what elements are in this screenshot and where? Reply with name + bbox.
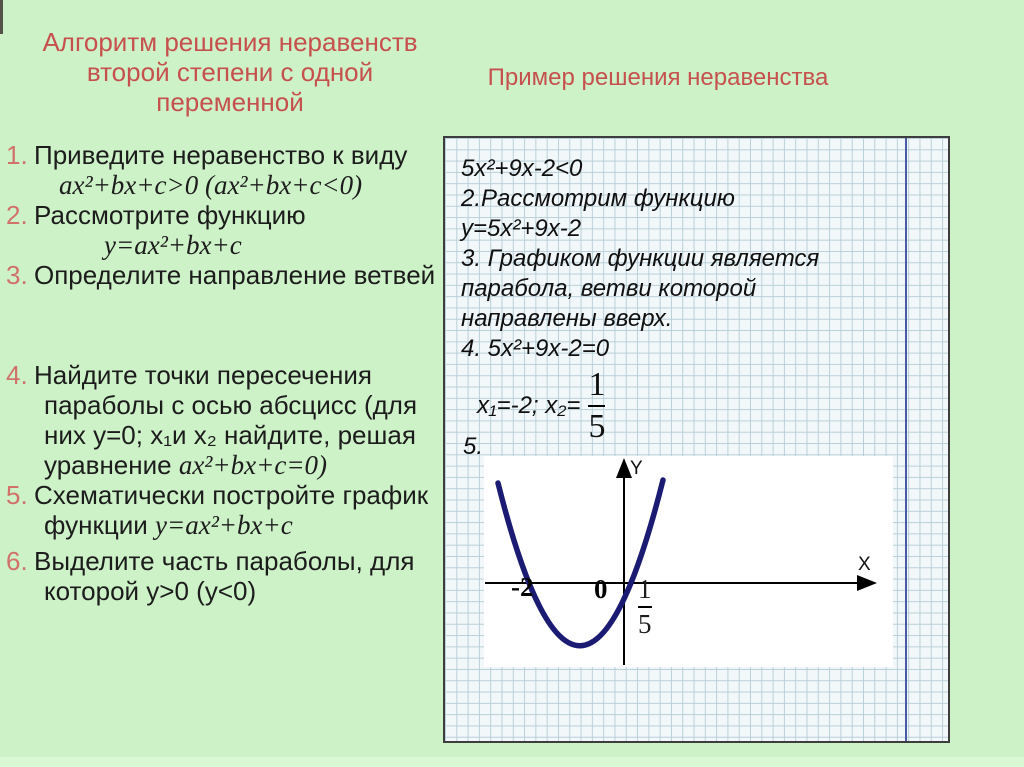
algorithm-item-6: [0, 546, 460, 606]
x-axis-label: X: [858, 554, 871, 575]
line-text: Рассмотрите функцию: [34, 200, 306, 230]
example-text: [461, 154, 819, 448]
fraction-numerator: 1: [638, 574, 652, 604]
line-text: параболы с осью абсцисс (для: [44, 390, 418, 420]
line-text: функции: [44, 510, 155, 540]
example-line: 3. Графиком функции является: [461, 245, 820, 272]
item-content: [34, 200, 460, 260]
example-line: 2.Рассмотрим функцию: [461, 185, 735, 212]
item-line-formula: [34, 170, 460, 200]
item-number: 2.: [6, 200, 28, 230]
item-line: [34, 360, 460, 390]
tick-minus2: -2: [511, 572, 534, 602]
fraction-denominator: 5: [588, 408, 606, 445]
line-text: Выделите часть параболы, для: [34, 546, 415, 576]
parabola-graph: [484, 456, 893, 667]
item-line: [34, 420, 460, 450]
formula-text: y=ax²+bx+c: [104, 230, 242, 260]
algorithm-item-3: [0, 260, 460, 290]
fraction-denominator: 5: [638, 609, 652, 639]
line-text: них y=0; x₁и x₂ найдите, решая: [44, 420, 416, 450]
item-line: [34, 510, 460, 540]
tick-zero: 0: [594, 574, 608, 604]
y-axis-label: Y: [630, 458, 643, 479]
root-fraction: [588, 368, 605, 444]
item-number: 1.: [6, 140, 28, 170]
example-line: y=5x²+9x-2: [461, 215, 582, 242]
roots-row: [461, 364, 819, 448]
item-content: [34, 546, 460, 606]
item-line: [34, 200, 460, 230]
line-text: Приведите неравенство к виду: [34, 140, 408, 170]
left-title-line-1: Алгоритм решения неравенств: [42, 27, 418, 57]
notebook-panel: [443, 136, 950, 743]
x-axis-arrow: [857, 575, 877, 591]
formula-text: ax²+bx+c=0): [178, 450, 328, 480]
line-text: Схематически постройте график: [34, 480, 429, 510]
item-line-formula: [34, 230, 460, 260]
item-line: [34, 576, 460, 606]
line-text: Определите направление ветвей: [34, 260, 436, 290]
item-line: [34, 140, 460, 170]
item-number: 6.: [6, 546, 28, 576]
algorithm-item-4: [0, 360, 460, 480]
item-number: 5.: [6, 480, 28, 510]
roots-prefix: x₁=-2; x₂=: [477, 392, 581, 419]
notebook-margin-line: [905, 138, 907, 741]
item-content: [34, 260, 460, 290]
example-line: 5x²+9x-2<0: [461, 155, 583, 182]
algorithm-list: [0, 140, 460, 606]
example-line: 4. 5x²+9x-2=0: [461, 335, 610, 362]
left-title: [10, 27, 450, 117]
fraction-bar: [638, 606, 652, 608]
line-text: уравнение: [44, 450, 179, 480]
item-line: [34, 260, 460, 290]
item-line: [34, 546, 460, 576]
example-line: направлены вверх.: [461, 305, 673, 332]
item-line: [34, 450, 460, 480]
item-content: [34, 360, 460, 480]
algorithm-item-1: [0, 140, 460, 200]
left-title-line-2: второй степени с одной: [86, 57, 374, 87]
left-title-line-3: переменной: [156, 87, 304, 117]
item-number: 3.: [6, 260, 28, 290]
fraction-numerator: 1: [588, 366, 606, 403]
tick-fraction: [638, 576, 652, 638]
graph-canvas: [484, 456, 893, 667]
line-text: которой y>0 (y<0): [44, 576, 257, 606]
corner-mark: [0, 0, 3, 34]
fraction-bar: [588, 405, 605, 407]
bottom-edge-band: [0, 757, 1024, 767]
line-text: Найдите точки пересечения: [34, 360, 372, 390]
item-number: 4.: [6, 360, 28, 390]
item-content: [34, 140, 460, 200]
algorithm-item-5: [0, 480, 460, 540]
right-title: Пример решения неравенства: [487, 64, 829, 91]
item-line: [34, 480, 460, 510]
item-line: [34, 390, 460, 420]
formula-text: ax²+bx+c>0 (ax²+bx+c<0): [59, 170, 363, 200]
step5-label: 5.: [463, 433, 484, 460]
example-line: парабола, ветви которой: [461, 275, 757, 302]
algorithm-item-2: [0, 200, 460, 260]
formula-text: y=ax²+bx+c: [155, 510, 293, 540]
item-content: [34, 480, 460, 540]
